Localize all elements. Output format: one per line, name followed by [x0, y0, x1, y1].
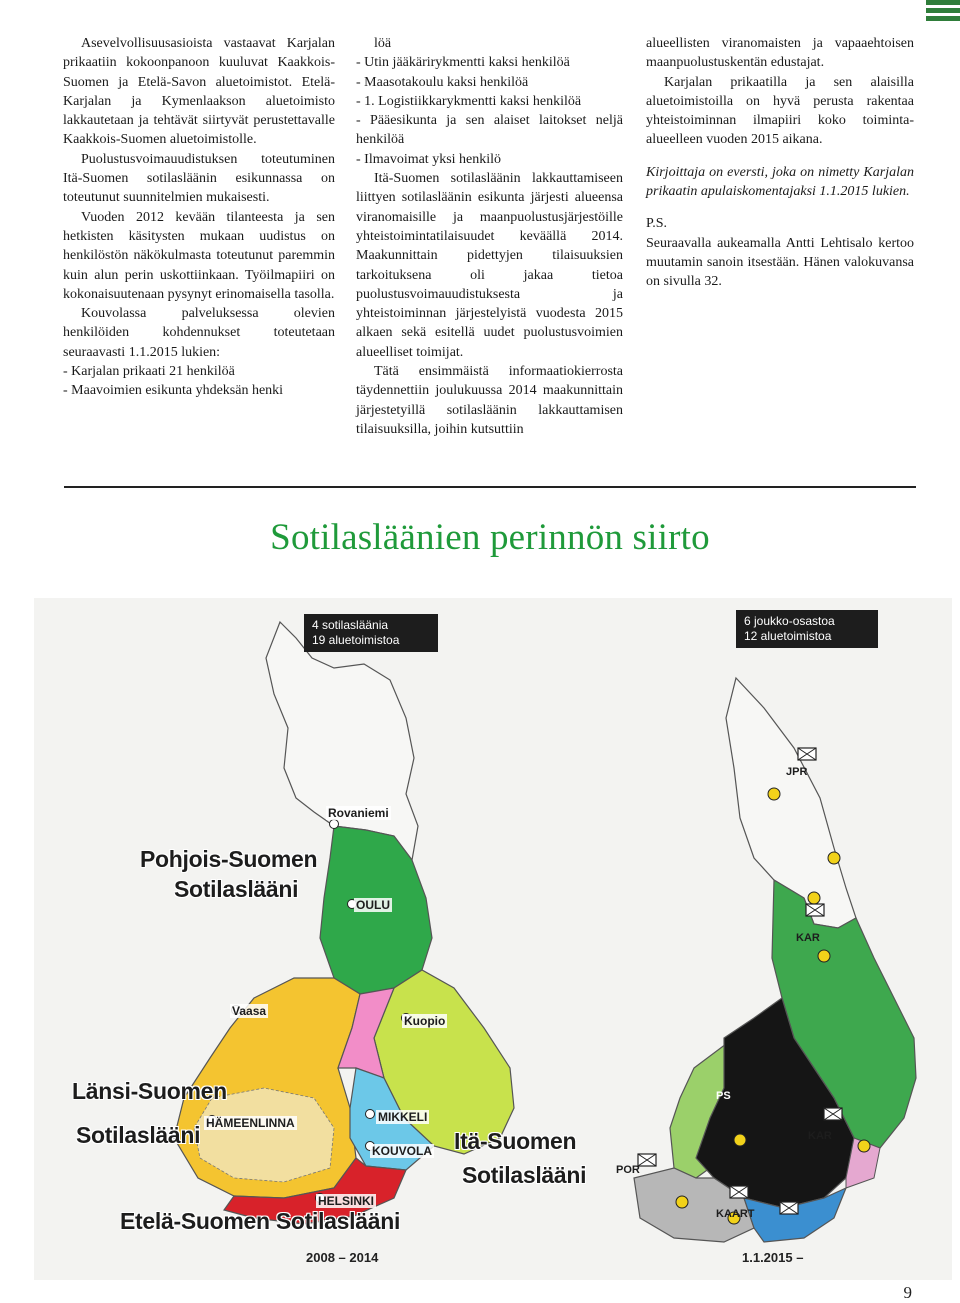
- label-etela-suomen: Etelä-Suomen Sotilaslääni: [120, 1208, 401, 1234]
- list-item: - Ilmavoimat yksi henkilö: [356, 151, 502, 167]
- paragraph: Tätä ensimmäistä informaatiokierrosta täydennettiin joulukuussa 2014 maakunnittain järjestetyillä sotilasläänin lakkauttamisen tilaisuuksilla, joihin kutsuttiin: [356, 364, 623, 437]
- location-marker: [768, 788, 780, 800]
- location-marker: [734, 1134, 746, 1146]
- location-marker: [676, 1196, 688, 1208]
- legend-2008: [304, 614, 438, 652]
- text-column-2: [356, 34, 623, 439]
- author-note: Kirjoittaja on eversti, joka on nimetty Karjalan prikaatin apulaiskomentajaksi 1.1.2015 lukien.: [646, 164, 914, 200]
- paragraph: Puolustusvoimauudistuksen toteutuminen Itä-Suomen sotilasläänin esikunnassa on toteutunut suunnitelmien mukaisesti.: [63, 151, 335, 206]
- label-sotilaslaani-west: Sotilaslääni: [76, 1122, 201, 1148]
- city-rovaniemi: Rovaniemi: [328, 806, 389, 820]
- unit-kaart: KAART: [716, 1208, 755, 1220]
- paragraph: Itä-Suomen sotilasläänin lakkauttamiseen liittyen sotilasläänin esikunta järjesti alueensa viranomaisille ja maanpuolustusjärjestöille yhteistoimintatilaisuudet keväällä 2014. Maakunnittain pidettyjen tilaisuuksien tarkoituksena oli jakaa tietoa puolustusvoimauudistuksesta ja yhteistoiminnan järjestelyistä vuodesta 2015 alkaen sekä esitellä uudet puolustusvoimien alueelliset toimijat.: [356, 171, 623, 360]
- paragraph: Karjalan prikaatilla ja sen alaisilla aluetoimistoilla on hyvä perusta rakentaa yhteistoiminnan ilmapiiri koko toiminta-alueelleen vuoden 2015 aikana.: [646, 74, 914, 148]
- legend-2015: [736, 610, 878, 648]
- unit-por: POR: [616, 1164, 640, 1176]
- legend-line: 6 joukko-osastoa: [744, 614, 835, 628]
- label-sotilaslaani-east: Sotilaslääni: [462, 1162, 587, 1188]
- list-item: - Utin jääkärirykmentti kaksi henkilöä: [356, 55, 570, 71]
- paragraph: löä: [374, 36, 392, 51]
- label-sotilaslaani-north: Sotilaslääni: [174, 876, 299, 902]
- list-item: - Maasotakoulu kaksi henkilöä: [356, 74, 529, 90]
- legend-line: 4 sotilasläänia: [312, 618, 389, 632]
- label-lansi-suomen: Länsi-Suomen: [72, 1078, 227, 1104]
- unit-ps: PS: [716, 1090, 731, 1102]
- unit-kar-east: KAR: [808, 1130, 832, 1142]
- list-item: - Karjalan prikaati 21 henkilöä: [63, 364, 235, 380]
- paragraph: Kouvolassa palveluksessa olevien henkilöiden kohdennukset toteutetaan seuraavasti 1.1.2015 lukien:: [63, 306, 335, 360]
- list-item: - Maavoimien esikunta yhdeksän henki: [63, 383, 284, 399]
- city-kuopio: Kuopio: [404, 1014, 446, 1028]
- list-item: - 1. Logistiikkarykmentti kaksi henkilöä: [356, 93, 582, 109]
- location-marker: [330, 820, 339, 829]
- paragraph: alueellisten viranomaisten ja vapaaehtoisen maanpuolustuskentän edustajat.: [646, 36, 914, 71]
- year-label-right: 1.1.2015 –: [742, 1250, 804, 1265]
- section-divider: [64, 486, 916, 488]
- location-marker: [828, 852, 840, 864]
- text-column-1: [63, 34, 335, 401]
- city-kouvola: KOUVOLA: [372, 1144, 432, 1158]
- text-column-3: [646, 34, 914, 292]
- legend-line: 19 aluetoimistoa: [312, 633, 400, 647]
- location-marker: [818, 950, 830, 962]
- unit-kar-north: KAR: [796, 932, 820, 944]
- city-oulu: OULU: [356, 898, 390, 912]
- label-ita-suomen: Itä-Suomen: [454, 1128, 577, 1154]
- label-pohjois-suomen: Pohjois-Suomen: [140, 846, 318, 872]
- location-marker: [366, 1110, 375, 1119]
- region-north: [266, 622, 418, 860]
- corner-decoration: [926, 0, 960, 26]
- finland-map-figure: [34, 598, 952, 1280]
- paragraph: Seuraavalla aukeamalla Antti Lehtisalo kertoo muutamin sanoin itsestään. Hänen valokuvansa on sivulla 32.: [646, 235, 914, 290]
- city-hameenlinna: HÄMEENLINNA: [206, 1116, 295, 1130]
- city-mikkeli: MIKKELI: [378, 1110, 428, 1124]
- location-marker: [858, 1140, 870, 1152]
- ps-label: P.S.: [646, 216, 668, 232]
- year-label-left: 2008 – 2014: [306, 1250, 379, 1265]
- unit-jpr: JPR: [786, 766, 808, 778]
- section-title: Sotilasläänien perinnön siirto: [270, 517, 710, 558]
- legend-line: 12 aluetoimistoa: [744, 629, 832, 643]
- city-helsinki: HELSINKI: [318, 1194, 375, 1208]
- list-item: - Pääesikunta ja sen alaiset laitokset neljä henkilöä: [356, 113, 623, 148]
- location-marker: [808, 892, 820, 904]
- page-number: 9: [903, 1283, 912, 1302]
- city-vaasa: Vaasa: [232, 1004, 267, 1018]
- paragraph: Vuoden 2012 kevään tilanteesta ja sen hetkisten käsitysten mukaan uudistus on henkilöstön näkökulmasta toteutunut paremmin kuin alun perin uskottiinkaan. Työilmapiiri on kokonaisuutenaan pysynyt erinomaisella tasolla.: [63, 209, 335, 302]
- paragraph: Asevelvollisuusasioista vastaavat Karjalan prikaatiin kokoonpanoon kuuluvat Kaakkois-Suomen ja Etelä-Savon aluetoimistot. Etelä-Karjalan ja Kymenlaakson aluetoimisto lakkautetaan ja tehtävät siirtyvät perustettavalle Kaakkois-Suomen aluetoimistolle.: [63, 36, 335, 148]
